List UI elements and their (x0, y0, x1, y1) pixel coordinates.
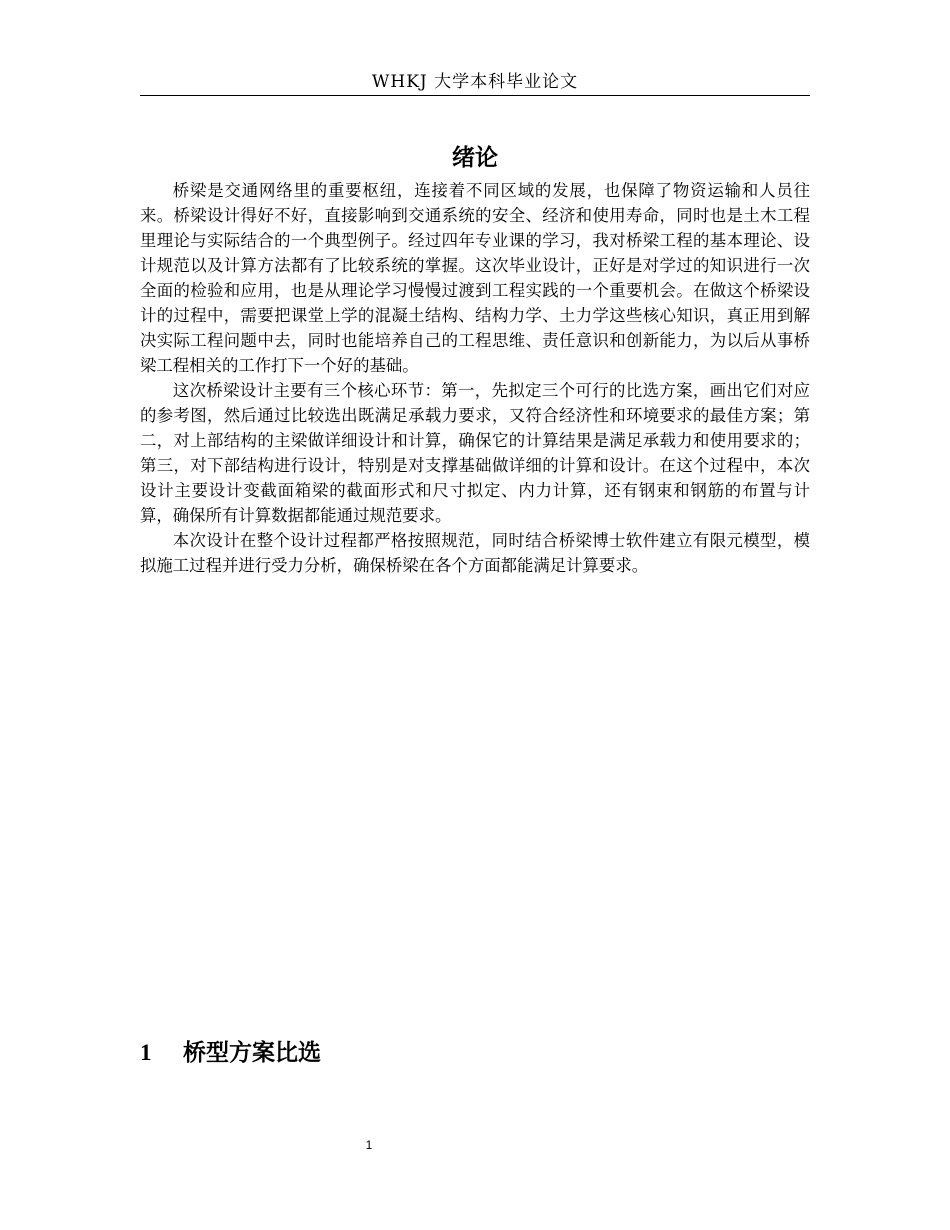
running-header: WHKJ 大学本科毕业论文 (371, 72, 579, 92)
section-heading (140, 1036, 810, 1070)
paragraph: 这次桥梁设计主要有三个核心环节：第一，先拟定三个可行的比选方案，画出它们对应的参考图，然后通过比较选出既满足承载力要求，又符合经济性和环境要求的最佳方案；第二，对上部结构的主梁做详细设计和计算，确保它的计算结果是满足承载力和使用要求的；第三，对下部结构进行设计，特别是对支撑基础做详细的计算和设计。在这个过程中，本次设计主要设计变截面箱梁的截面形式和尺寸拟定、内力计算，还有钢束和钢筋的布置与计算，确保所有计算数据都能通过规范要求。 (140, 381, 810, 525)
section-number: 1 (140, 1040, 152, 1065)
body-text (140, 178, 810, 578)
page-number: 1 (365, 1138, 373, 1152)
header-rule (140, 95, 810, 96)
section-title: 桥型方案比选 (183, 1040, 321, 1066)
paragraph: 桥梁是交通网络里的重要枢纽，连接着不同区域的发展，也保障了物资运输和人员往来。桥梁设计得好不好，直接影响到交通系统的安全、经济和使用寿命，同时也是土木工程里理论与实际结合的一个典型例子。经过四年专业课的学习，我对桥梁工程的基本理论、设计规范以及计算方法都有了比较系统的掌握。这次毕业设计，正好是对学过的知识进行一次全面的检验和应用，也是从理论学习慢慢过渡到工程实践的一个重要机会。在做这个桥梁设计的过程中，需要把课堂上学的混凝土结构、结构力学、土力学这些核心知识，真正用到解决实际工程问题中去，同时也能培养自己的工程思维、责任意识和创新能力，为以后从事桥梁工程相关的工作打下一个好的基础。 (140, 181, 810, 375)
chapter-title: 绪论 (452, 145, 498, 171)
paragraph: 本次设计在整个设计过程都严格按照规范，同时结合桥梁博士软件建立有限元模型，模拟施工过程并进行受力分析，确保桥梁在各个方面都能满足计算要求。 (140, 531, 810, 575)
